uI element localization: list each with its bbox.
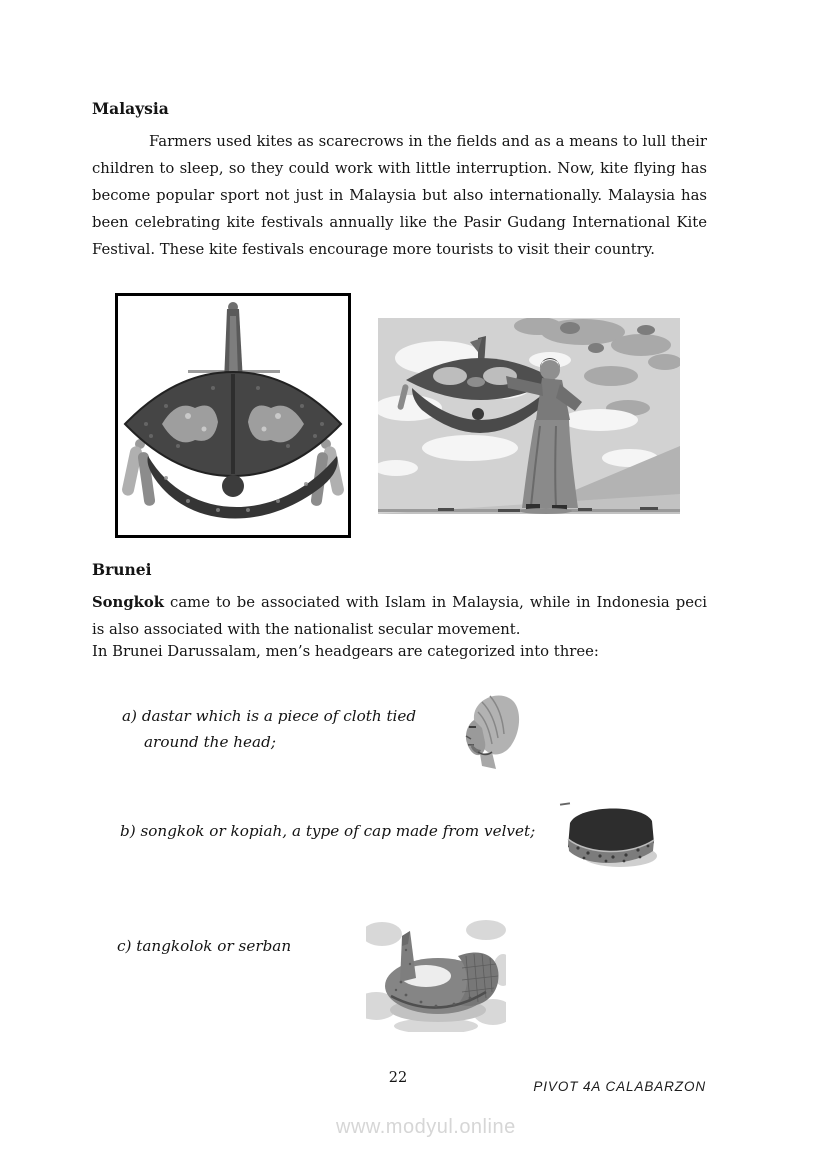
tangkolok-figure [366,920,506,1032]
wau-bulan-kite-drawing-image [118,296,348,535]
item-marker: a) [122,707,137,725]
item-text: dastar which is a piece of cloth tied around the head; [141,707,417,751]
headgear-intro-line: In Brunei Darussalam, men’s headgears are categorized into three: [92,643,599,660]
tangkolok-headgear-image [366,920,506,1032]
songkok-paragraph [92,589,707,643]
brunei-heading: Brunei [92,560,152,579]
dastar-figure [458,686,520,771]
item-text: songkok or kopiah, a type of cap made from velvet; [140,822,536,840]
kite-photo-figure [378,318,680,514]
malaysia-heading: Malaysia [92,99,169,118]
item-text: tangkolok or serban [136,937,292,955]
headgear-item-songkok [120,818,602,844]
malaysia-paragraph: Farmers used kites as scarecrows in the fields and as a means to lull their children to sleep, so they could work with little interruption. Now, kite flying has become popular sport not just in Malaysia but also internationally. Malaysia has been celebrating kite festivals annually like the Pasir Gudang International Kite Festival. These kite festivals encourage more tourists to visit their country. [92,133,707,258]
item-marker: b) [120,822,136,840]
songkok-bold-word: Songkok [92,594,165,611]
footer-brand: PIVOT 4A CALABARZON [533,1079,706,1094]
songkok-figure [558,796,662,872]
songkok-cap-image [558,796,662,872]
headgear-item-dastar [122,703,436,755]
man-wearing-dastar-image [458,686,520,771]
watermark-text: www.modyul.online [336,1116,516,1138]
man-carrying-wau-kite-photo-image [378,318,680,514]
item-marker: c) [117,937,132,955]
page-number: 22 [388,1070,408,1086]
kite-drawing-frame [115,293,351,538]
songkok-paragraph-rest: came to be associated with Islam in Malaysia, while in Indonesia peci is also associated with the nationalist secular movement. [92,594,707,638]
